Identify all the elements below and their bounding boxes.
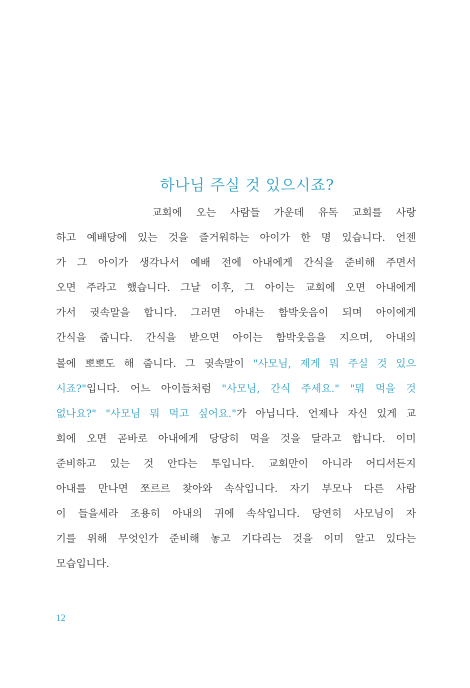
highlighted-quote: "사모님, 제게 뭐 주실 것 있으	[253, 357, 416, 370]
text-line	[56, 527, 416, 552]
text-segment: 가 아닙니다. 언제나 자신 있게 교	[236, 407, 416, 420]
text-line	[56, 452, 416, 477]
text-segment: 이 들을세라 조용히 아내의 귀에 속삭입니다. 당연히 사모님이 자	[56, 508, 416, 521]
text-line	[56, 427, 416, 452]
body-paragraph	[56, 201, 416, 577]
text-segment: 교회에 오는 사람들 가운데 유독 교회를 사랑	[152, 207, 416, 219]
text-line	[56, 552, 416, 577]
highlighted-quote: 시죠?"	[56, 382, 87, 395]
text-segment: 기를 위해 무엇인가 준비해 놓고 기다리는 것을 이미 알고 있다는	[56, 533, 416, 546]
text-segment: 회에 오면 곧바로 아내에게 당당히 먹을 것을 달라고 합니다. 이미	[56, 432, 416, 445]
text-line	[56, 352, 416, 377]
text-segment: 모습입니다.	[56, 558, 110, 571]
text-segment: 가서 귓속말을 합니다. 그러면 아내는 함박웃음이 되며 아이에게	[56, 307, 416, 320]
highlighted-quote: 없나요?" "사모님 뭐 먹고 싶어요."	[56, 407, 237, 420]
text-line	[56, 377, 416, 402]
text-line	[56, 301, 416, 326]
text-line	[56, 251, 416, 276]
text-segment: 준비하고 있는 것 안다는 투입니다. 교회만이 아니라 어디서든지	[56, 457, 416, 470]
text-segment: 가 그 아이가 생각나서 예배 전에 아내에게 간식을 준비해 주면서	[56, 257, 416, 270]
text-line	[56, 502, 416, 527]
section-title: 하나님 주실 것 있으시죠?	[160, 176, 335, 194]
text-segment: 아내를 만나면 쪼르르 찾아와 속삭입니다. 자기 부모나 다른 사람	[56, 483, 416, 496]
text-line	[56, 326, 416, 351]
text-line	[56, 276, 416, 301]
text-segment: 오면 주라고 했습니다. 그날 이후, 그 아이는 교회에 오면 아내에게	[56, 282, 416, 295]
text-segment: 볼에 뽀뽀도 해 줍니다. 그 귓속말이	[56, 357, 254, 370]
highlighted-quote: "사모님, 간식 주세요." "뭐 먹을 것	[221, 382, 416, 395]
text-line	[56, 201, 416, 226]
text-segment: 입니다. 어느 아이들처럼	[86, 382, 222, 395]
text-segment: 하고 예배당에 있는 것을 즐거워하는 아이가 한 명 있습니다. 언젠	[56, 232, 416, 245]
text-line	[56, 402, 416, 427]
text-segment: 간식을 줍니다. 간식을 받으면 아이는 함박웃음을 지으며, 아내의	[56, 332, 416, 345]
text-line	[56, 226, 416, 251]
text-line	[56, 477, 416, 502]
page-number: 12	[56, 614, 66, 624]
